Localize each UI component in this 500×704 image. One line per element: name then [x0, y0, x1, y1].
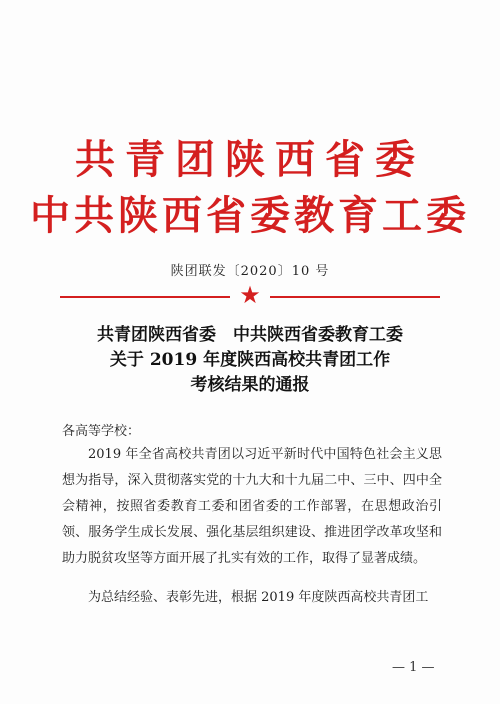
document-title-line-1: 共青团陕西省委 中共陕西省委教育工委	[97, 325, 403, 345]
divider-rule-left	[60, 296, 230, 298]
document-number: 陕团联发〔2020〕10 号	[170, 264, 330, 279]
document-title-line-3: 考核结果的通报	[190, 375, 310, 395]
star-icon: ★	[239, 281, 261, 309]
divider-rule-right	[270, 296, 440, 298]
salutation: 各高等学校：	[62, 424, 141, 439]
page-number: — 1 —	[392, 660, 435, 675]
body-paragraph-1: 2019 年全省高校共青团以习近平新时代中国特色社会主义思想为指导，深入贯彻落实党的十九大和十九届二中、三中、四中全会精神，按照省委教育工委和团省委的工作部署，在思想政治引领、服务学生成长发展、强化基层组织建设、推进团学改革攻坚和助力脱贫攻坚等方面开展了扎实有效的工作，取得了显著成绩。	[62, 447, 442, 566]
issuing-org-line-2: 中共陕西省委教育工委	[30, 193, 470, 239]
body-paragraph-2: 为总结经验、表彰先进，根据 2019 年度陕西高校共青团工	[88, 590, 429, 605]
issuing-org-line-1: 共青团陕西省委	[75, 137, 425, 183]
document-title-line-2: 关于 2019 年度陕西高校共青团工作	[109, 350, 391, 370]
